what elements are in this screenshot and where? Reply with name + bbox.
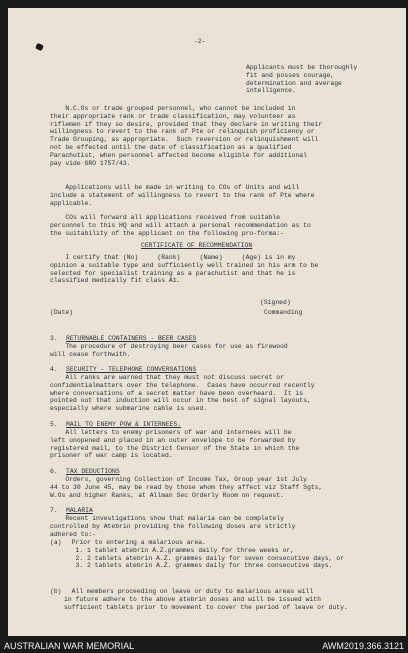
footer-bar: [0, 639, 408, 653]
section-3-heading: RETURNABLE CONTAINERS - BEER CASES: [66, 335, 197, 342]
certificate-heading: CERTIFICATE OF RECOMMENDATION: [141, 242, 253, 249]
footer-source: AUSTRALIAN WAR MEMORIAL: [4, 641, 135, 651]
section-7-a-label: (a): [50, 539, 62, 546]
certificate-body: I certify that (No) (Rank) (Name) (Age) is in my opinion a suitable type and sufficiently well trained in his arm to be selected for specialist training as a parachutist and that he is classified medically fit class A1.: [50, 254, 319, 285]
section-7-number: 7.: [50, 507, 58, 514]
section-5-heading: MAIL TO ENEMY POW & INTERNEES.: [66, 421, 182, 428]
section-3-number: 3.: [50, 335, 58, 342]
section-5-body: All letters to enemy prisoners of war and internees will be left unopened and placed in an outer envelope to be forwarded by registered mail, to the District Censor of the State in which the prisoner of war camp is located.: [50, 429, 300, 460]
section-4-heading: SECURITY - TELEPHONE CONVERSATIONS: [66, 366, 197, 373]
section-6-number: 6.: [50, 468, 58, 475]
section-7-a-text: Prior to entering a malarious area. 1. 1 tablet atebrin A.Z.grammes daily for three weeks or, 2. 2 tablets atebrin A.Z. grammes daily for seven consecutive days, or 3. 2 tablets atebrin A.Z. grammes daily for three consecutive days.: [71, 539, 344, 570]
section-7-b-text: All members proceeding on leave or duty to malarious areas will in future adhere to the above atebrin doses and will be issued with sufficient tablets prior to movement to cover the period of leave or duty.: [64, 588, 348, 611]
cos-paragraph: COs will forward all applications received from suitable personnel to this HQ and will attach a personal recommendation as to the suitability of the applicant on the following pro-forma:-: [50, 214, 311, 237]
section-4-number: 4.: [50, 366, 58, 373]
page-number: -2-: [194, 38, 206, 45]
date-label: (Date): [50, 309, 74, 316]
document-page: [8, 8, 406, 636]
section-7-body: Recent investigations show that malaria can be completely controlled by Atebrin providing the following doses are strictly adhered to:-: [50, 515, 296, 538]
section-5-number: 5.: [50, 421, 58, 428]
section-3-body: The procedure of destroying beer cases for use as firewood will cease forthwith.: [50, 343, 288, 358]
section-7-b-label: (b): [50, 588, 62, 595]
section-6-heading: TAX DEDUCTIONS: [66, 468, 120, 475]
section-4-body: All ranks are warned that they must not discuss secret or confidentialmatters over the telephone. Cases have occurred recently where conversations of a secret matter have been overheard. It is pointed out that induction will occur in the best of signal layouts, especially where submarine cable is used.: [50, 374, 315, 413]
nco-paragraph: N.C.Os or trade grouped personnel, who cannot be included in their appropriate rank or trade classification, may volunteer as riflemen if they so desire, provided that they declare in writing their willingness to revert to the rank of Pte or relinquish proficiency or Trade Grouping, as appropriate. Such reversion or relinquishment will not be effected until the date of classification as a qualified Parachutist, when personnel affected become eligible for additional pay vide GRO 1757/43.: [50, 105, 323, 167]
applications-paragraph: Applications will be made in writing to COs of Units and will include a statement of willingness to revert to the rank of Pte where applicable.: [50, 184, 315, 207]
applicants-note: Applicants must be thoroughly fit and posses courage, determination and average intelligence.: [246, 64, 358, 95]
signed-label: (Signed): [260, 299, 291, 306]
punch-hole: [35, 43, 44, 51]
section-6-body: Orders, governing Collection of Income Tax, Group year 1st July 44 to 30 June 45, may be read by those whom they affect viz Staff Sgts, W.Os and higher Ranks, at Allman Sec Orderly Room on request.: [50, 476, 323, 499]
commanding-label: Commanding: [264, 309, 303, 316]
footer-accession-number: AWM2019.366.3121: [322, 641, 404, 651]
section-7-heading: MALARIA: [66, 507, 93, 514]
